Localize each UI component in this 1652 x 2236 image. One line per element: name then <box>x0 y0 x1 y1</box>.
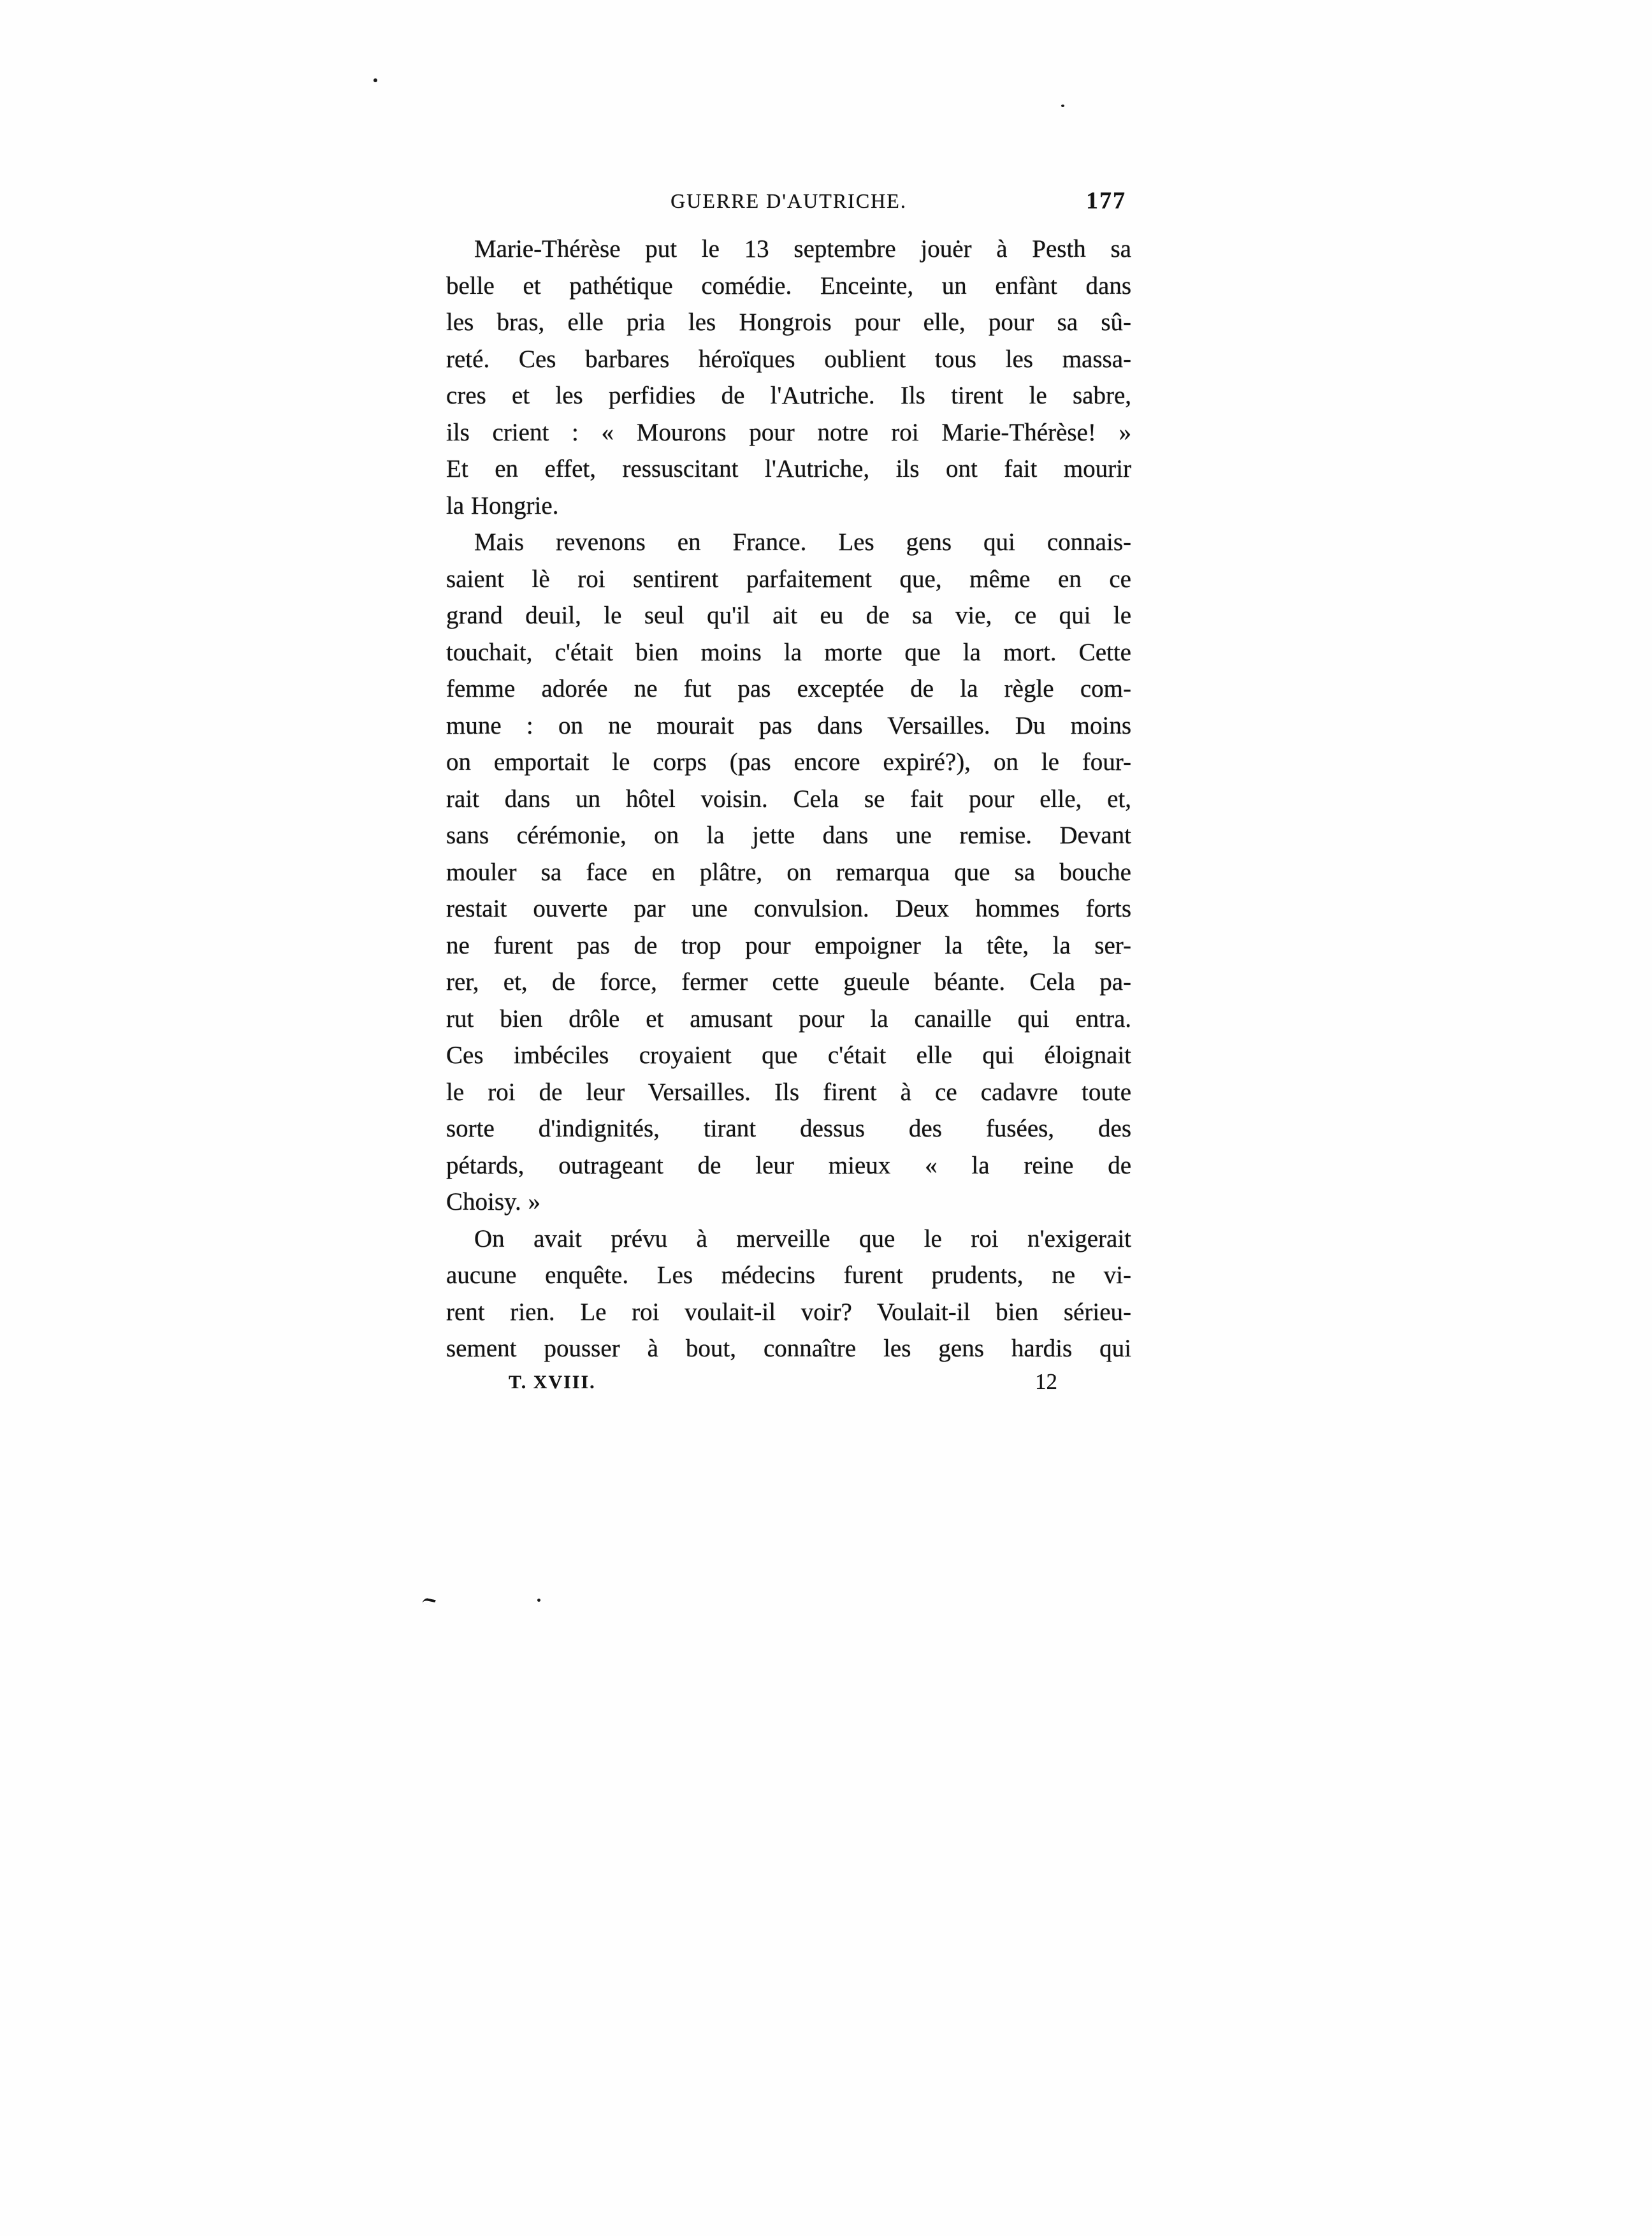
text-line: rut bien drôle et amusant pour la canaille qui entra. <box>446 1005 1131 1033</box>
text-line: Marie-Thérèse put le 13 septembre jouėr à Pesth sa <box>474 235 1131 263</box>
text-line: pétards, outrageant de leur mieux « la reine de <box>446 1151 1131 1179</box>
text-line: sorte d'indignités, tirant dessus des fusées, des <box>446 1115 1131 1142</box>
scan-speck <box>1061 105 1064 107</box>
text-line: sement pousser à bout, connaître les gens hardis qui <box>446 1335 1131 1362</box>
text-line: saient lè roi sentirent parfaitement que, même en ce <box>446 565 1131 593</box>
page-header <box>446 187 1131 216</box>
scan-squiggle-mark <box>422 1597 436 1606</box>
text-line: mune : on ne mourait pas dans Versailles. Du moins <box>446 711 1131 739</box>
footer-volume-label: T. XVIII. <box>509 1372 596 1393</box>
scan-speck <box>537 1599 540 1602</box>
text-line: Choisy. » <box>446 1188 540 1216</box>
footer-signature-number: 12 <box>1035 1369 1057 1394</box>
text-line: belle et pathétique comédie. Enceinte, un enfànt dans <box>446 272 1131 300</box>
text-line: aucune enquête. Les médecins furent prudents, ne vi- <box>446 1261 1131 1289</box>
text-line: mouler sa face en plâtre, on remarqua que sa bouche <box>446 858 1131 886</box>
text-line: rait dans un hôtel voisin. Cela se fait pour elle, et, <box>446 785 1131 813</box>
paragraph-1 <box>446 231 1131 524</box>
text-line: reté. Ces barbares héroïques oublient tous les massa- <box>446 345 1131 373</box>
text-line: Ces imbéciles croyaient que c'était elle qui éloignait <box>446 1042 1131 1069</box>
text-line: les bras, elle pria les Hongrois pour elle, pour sa sû- <box>446 309 1131 336</box>
text-line: on emportait le corps (pas encore expiré?), on le four- <box>446 748 1131 776</box>
text-line: femme adorée ne fut pas exceptée de la règle com- <box>446 675 1131 702</box>
text-line: cres et les perfidies de l'Autriche. Ils tirent le sabre, <box>446 382 1131 409</box>
text-line: On avait prévu à merveille que le roi n'exigerait <box>474 1224 1131 1252</box>
text-line: sans cérémonie, on la jette dans une remise. Devant <box>446 822 1131 849</box>
text-line: restait ouverte par une convulsion. Deux hommes forts <box>446 895 1131 922</box>
page-footer <box>446 1369 1131 1400</box>
text-line: Mais revenons en France. Les gens qui connais- <box>474 528 1131 556</box>
paragraph-2 <box>446 524 1131 1221</box>
page-body <box>446 231 1131 1367</box>
page-number: 177 <box>1086 187 1126 214</box>
paragraph-3 <box>446 1221 1131 1367</box>
text-line: la Hongrie. <box>446 491 559 519</box>
text-line: rer, et, de force, fermer cette gueule béante. Cela pa- <box>446 968 1131 996</box>
text-line: grand deuil, le seul qu'il ait eu de sa vie, ce qui le <box>446 602 1131 629</box>
scan-speck <box>373 78 377 82</box>
text-line: Et en effet, ressuscitant l'Autriche, ils ont fait mourir <box>446 455 1131 483</box>
running-header-title: GUERRE D'AUTRICHE. <box>670 189 907 212</box>
text-line: le roi de leur Versailles. Ils firent à ce cadavre toute <box>446 1078 1131 1106</box>
text-line: ils crient : « Mourons pour notre roi Marie-Thérèse! » <box>446 418 1131 446</box>
text-line: ne furent pas de trop pour empoigner la tête, la ser- <box>446 931 1131 959</box>
text-line: rent rien. Le roi voulait-il voir? Voulait-il bien sérieu- <box>446 1298 1131 1326</box>
text-line: touchait, c'était bien moins la morte que la mort. Cette <box>446 638 1131 666</box>
